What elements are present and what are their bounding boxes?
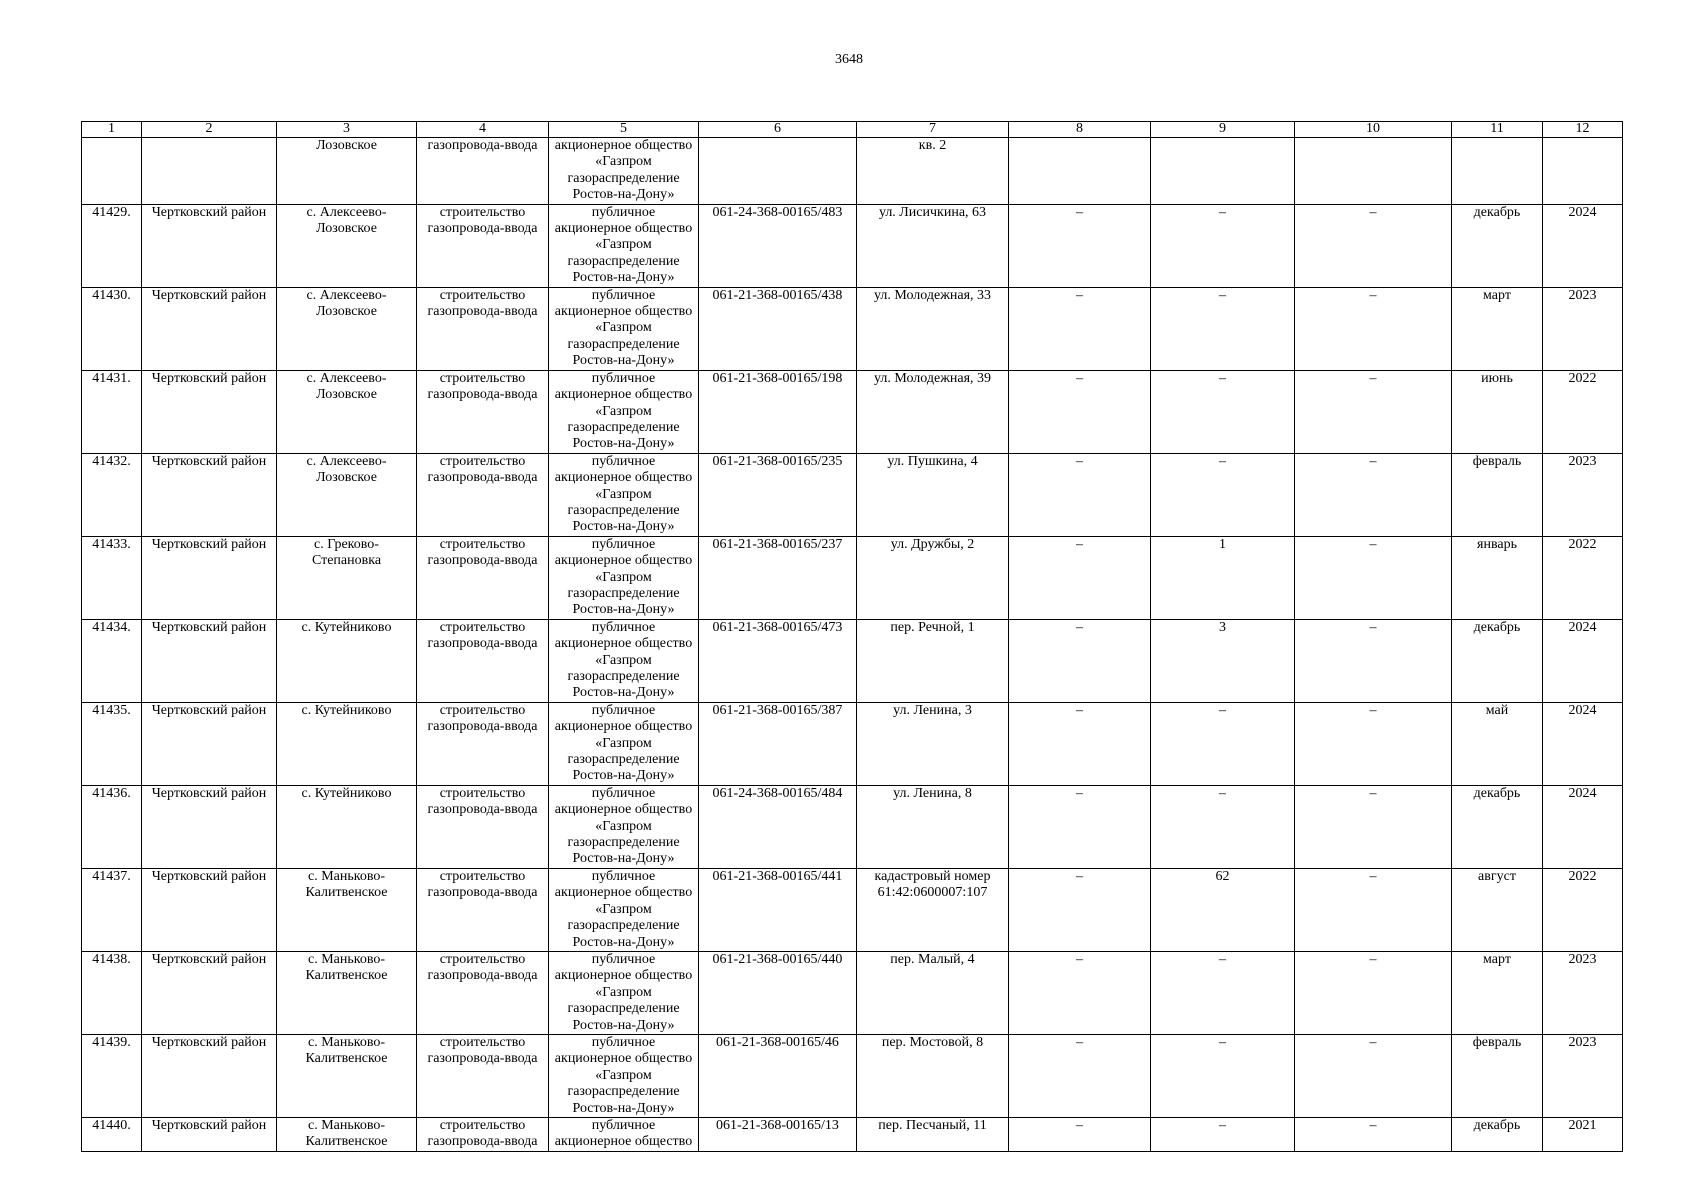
table-cell-col-11 (1452, 138, 1543, 205)
table-cell-col-10: – (1295, 453, 1452, 536)
table-row (82, 1117, 1623, 1151)
column-header-1: 1 (82, 122, 142, 138)
table-row (82, 287, 1623, 370)
table-cell-col-2: Чертковский район (142, 702, 277, 785)
column-header-11: 11 (1452, 122, 1543, 138)
table-cell-col-11: декабрь (1452, 785, 1543, 868)
table-row (82, 702, 1623, 785)
table-cell-col-1: 41430. (82, 287, 142, 370)
table-cell-col-7: ул. Дружбы, 2 (857, 536, 1009, 619)
table-cell-col-3: с. Маньково-Калитвенское (277, 951, 417, 1034)
table-cell-col-6: 061-21-368-00165/13 (699, 1117, 857, 1151)
table-cell-col-6: 061-21-368-00165/235 (699, 453, 857, 536)
table-cell-col-10: – (1295, 370, 1452, 453)
table-cell-col-9: – (1151, 1034, 1295, 1117)
table-cell-col-6: 061-21-368-00165/438 (699, 287, 857, 370)
table-cell-col-12: 2023 (1543, 287, 1623, 370)
table-cell-col-9: – (1151, 785, 1295, 868)
table-cell-col-8 (1009, 138, 1151, 205)
table-cell-col-3: с. Алексеево-Лозовское (277, 204, 417, 287)
table-cell-col-4: строительство газопровода-ввода (417, 702, 549, 785)
table-cell-col-10: – (1295, 785, 1452, 868)
column-header-8: 8 (1009, 122, 1151, 138)
table-cell-col-2: Чертковский район (142, 370, 277, 453)
table-cell-col-2: Чертковский район (142, 951, 277, 1034)
table-cell-col-5: публичное акционерное общество «Газпром газораспределение Ростов-на-Дону» (549, 536, 699, 619)
table-cell-col-4: строительство газопровода-ввода (417, 951, 549, 1034)
table-cell-col-9: – (1151, 453, 1295, 536)
table-cell-col-5: публичное акционерное общество «Газпром газораспределение Ростов-на-Дону» (549, 951, 699, 1034)
table-cell-col-2: Чертковский район (142, 1117, 277, 1151)
table-cell-col-9: – (1151, 1117, 1295, 1151)
table-cell-col-3: с. Алексеево-Лозовское (277, 370, 417, 453)
table-cell-col-8: – (1009, 536, 1151, 619)
table-cell-col-4: строительство газопровода-ввода (417, 868, 549, 951)
table-cell-col-11: январь (1452, 536, 1543, 619)
table-cell-col-1: 41438. (82, 951, 142, 1034)
table-cell-col-4: строительство газопровода-ввода (417, 204, 549, 287)
table-cell-col-4: строительство газопровода-ввода (417, 1117, 549, 1151)
table-cell-col-6: 061-24-368-00165/484 (699, 785, 857, 868)
table-cell-col-8: – (1009, 702, 1151, 785)
table-cell-col-10: – (1295, 1034, 1452, 1117)
table-cell-col-7: ул. Лисичкина, 63 (857, 204, 1009, 287)
table-cell-col-3: с. Маньково-Калитвенское (277, 1034, 417, 1117)
table-cell-col-10: – (1295, 536, 1452, 619)
table-cell-col-12: 2024 (1543, 702, 1623, 785)
table-cell-col-1: 41437. (82, 868, 142, 951)
table-row (82, 1034, 1623, 1117)
table-row (82, 204, 1623, 287)
column-header-7: 7 (857, 122, 1009, 138)
table-cell-col-8: – (1009, 1034, 1151, 1117)
table-cell-col-5: публичное акционерное общество «Газпром газораспределение Ростов-на-Дону» (549, 204, 699, 287)
table-cell-col-10: – (1295, 287, 1452, 370)
column-header-4: 4 (417, 122, 549, 138)
table-cell-col-12: 2023 (1543, 453, 1623, 536)
table-cell-col-8: – (1009, 619, 1151, 702)
table-cell-col-12 (1543, 138, 1623, 205)
table-cell-col-1: 41431. (82, 370, 142, 453)
table-cell-col-5: публичное акционерное общество «Газпром газораспределение Ростов-на-Дону» (549, 453, 699, 536)
table-cell-col-4: строительство газопровода-ввода (417, 785, 549, 868)
table-cell-col-3: с. Греково-Степановка (277, 536, 417, 619)
table-cell-col-11: июнь (1452, 370, 1543, 453)
table-cell-col-1: 41435. (82, 702, 142, 785)
column-header-9: 9 (1151, 122, 1295, 138)
table-cell-col-12: 2021 (1543, 1117, 1623, 1151)
table-cell-col-4: строительство газопровода-ввода (417, 619, 549, 702)
table-cell-col-5: публичное акционерное общество «Газпром газораспределение Ростов-на-Дону» (549, 785, 699, 868)
column-header-10: 10 (1295, 122, 1452, 138)
table-cell-col-4: строительство газопровода-ввода (417, 287, 549, 370)
table-row (82, 868, 1623, 951)
table-cell-col-2: Чертковский район (142, 287, 277, 370)
column-header-5: 5 (549, 122, 699, 138)
table-cell-col-1 (82, 138, 142, 205)
table-row (82, 951, 1623, 1034)
table-cell-col-2: Чертковский район (142, 619, 277, 702)
table-cell-col-2: Чертковский район (142, 204, 277, 287)
table-cell-col-3: с. Кутейниково (277, 702, 417, 785)
page-number: 3648 (835, 52, 863, 67)
table-cell-col-7: пер. Мостовой, 8 (857, 1034, 1009, 1117)
column-header-3: 3 (277, 122, 417, 138)
table-cell-col-12: 2022 (1543, 370, 1623, 453)
table-cell-col-11: август (1452, 868, 1543, 951)
column-header-6: 6 (699, 122, 857, 138)
table-cell-col-5: публичное акционерное общество (549, 1117, 699, 1151)
table-cell-col-9: – (1151, 287, 1295, 370)
table-row (82, 785, 1623, 868)
table-cell-col-3: с. Маньково-Калитвенское (277, 1117, 417, 1151)
table-cell-col-12: 2024 (1543, 204, 1623, 287)
table-cell-col-9: – (1151, 370, 1295, 453)
table-cell-col-7: ул. Ленина, 3 (857, 702, 1009, 785)
table-cell-col-12: 2022 (1543, 868, 1623, 951)
table-cell-col-6: 061-24-368-00165/483 (699, 204, 857, 287)
table-body (82, 122, 1623, 1152)
table-cell-col-4: строительство газопровода-ввода (417, 1034, 549, 1117)
table-cell-col-6: 061-21-368-00165/198 (699, 370, 857, 453)
table-cell-col-7: пер. Малый, 4 (857, 951, 1009, 1034)
table-cell-col-11: февраль (1452, 453, 1543, 536)
table-cell-col-5: публичное акционерное общество «Газпром газораспределение Ростов-на-Дону» (549, 370, 699, 453)
table-cell-col-6: 061-21-368-00165/237 (699, 536, 857, 619)
table-cell-col-10: – (1295, 868, 1452, 951)
table-cell-col-7: ул. Молодежная, 39 (857, 370, 1009, 453)
table-cell-col-1: 41434. (82, 619, 142, 702)
table-cell-col-11: декабрь (1452, 1117, 1543, 1151)
table-cell-col-11: май (1452, 702, 1543, 785)
table-cell-col-4: газопровода-ввода (417, 138, 549, 205)
table-row (82, 370, 1623, 453)
table-cell-col-8: – (1009, 453, 1151, 536)
table-cell-col-2 (142, 138, 277, 205)
table-cell-col-6: 061-21-368-00165/387 (699, 702, 857, 785)
table-cell-col-3: с. Алексеево-Лозовское (277, 453, 417, 536)
table-cell-col-11: март (1452, 287, 1543, 370)
table-cell-col-2: Чертковский район (142, 785, 277, 868)
table-cell-col-7: пер. Песчаный, 11 (857, 1117, 1009, 1151)
table-cell-col-5: публичное акционерное общество «Газпром газораспределение Ростов-на-Дону» (549, 1034, 699, 1117)
table-cell-col-10: – (1295, 702, 1452, 785)
table-cell-col-5: публичное акционерное общество «Газпром газораспределение Ростов-на-Дону» (549, 702, 699, 785)
table-cell-col-12: 2024 (1543, 785, 1623, 868)
table-cell-col-7: ул. Пушкина, 4 (857, 453, 1009, 536)
table-cell-col-2: Чертковский район (142, 1034, 277, 1117)
table-cell-col-8: – (1009, 951, 1151, 1034)
table-cell-col-6: 061-21-368-00165/473 (699, 619, 857, 702)
table-cell-col-3: Лозовское (277, 138, 417, 205)
table-cell-col-7: кадастровый номер 61:42:0600007:107 (857, 868, 1009, 951)
table-row (82, 536, 1623, 619)
table-cell-col-11: февраль (1452, 1034, 1543, 1117)
table-cell-col-6 (699, 138, 857, 205)
table-cell-col-1: 41439. (82, 1034, 142, 1117)
table-cell-col-10 (1295, 138, 1452, 205)
table-cell-col-1: 41433. (82, 536, 142, 619)
table-cell-col-2: Чертковский район (142, 536, 277, 619)
table-row (82, 619, 1623, 702)
table-cell-col-4: строительство газопровода-ввода (417, 453, 549, 536)
table-cell-col-9 (1151, 138, 1295, 205)
table-cell-col-1: 41429. (82, 204, 142, 287)
table-cell-col-8: – (1009, 785, 1151, 868)
table-cell-col-8: – (1009, 287, 1151, 370)
table-cell-col-9: – (1151, 204, 1295, 287)
table-cell-col-1: 41440. (82, 1117, 142, 1151)
table-cell-col-6: 061-21-368-00165/440 (699, 951, 857, 1034)
table-cell-col-5: акционерное общество «Газпром газораспределение Ростов-на-Дону» (549, 138, 699, 205)
table-cell-col-7: кв. 2 (857, 138, 1009, 205)
column-header-2: 2 (142, 122, 277, 138)
table-cell-col-8: – (1009, 868, 1151, 951)
table-cell-col-7: ул. Ленина, 8 (857, 785, 1009, 868)
table-row (82, 138, 1623, 205)
table-cell-col-3: с. Алексеево-Лозовское (277, 287, 417, 370)
table-cell-col-9: 3 (1151, 619, 1295, 702)
table-cell-col-4: строительство газопровода-ввода (417, 370, 549, 453)
table-cell-col-3: с. Кутейниково (277, 785, 417, 868)
table-cell-col-10: – (1295, 204, 1452, 287)
table-cell-col-11: декабрь (1452, 204, 1543, 287)
table-cell-col-12: 2024 (1543, 619, 1623, 702)
table-cell-col-9: – (1151, 702, 1295, 785)
data-table (81, 121, 1623, 1152)
table-cell-col-1: 41436. (82, 785, 142, 868)
table-header-row (82, 122, 1623, 138)
table-cell-col-10: – (1295, 619, 1452, 702)
table-cell-col-11: март (1452, 951, 1543, 1034)
table-cell-col-2: Чертковский район (142, 868, 277, 951)
table-cell-col-6: 061-21-368-00165/46 (699, 1034, 857, 1117)
table-cell-col-8: – (1009, 204, 1151, 287)
table-cell-col-12: 2022 (1543, 536, 1623, 619)
table-cell-col-12: 2023 (1543, 951, 1623, 1034)
table-cell-col-6: 061-21-368-00165/441 (699, 868, 857, 951)
column-header-12: 12 (1543, 122, 1623, 138)
table-cell-col-9: – (1151, 951, 1295, 1034)
table-cell-col-3: с. Кутейниково (277, 619, 417, 702)
table-cell-col-4: строительство газопровода-ввода (417, 536, 549, 619)
table-cell-col-8: – (1009, 1117, 1151, 1151)
table-cell-col-8: – (1009, 370, 1151, 453)
table-cell-col-9: 62 (1151, 868, 1295, 951)
table-cell-col-11: декабрь (1452, 619, 1543, 702)
table-cell-col-3: с. Маньково-Калитвенское (277, 868, 417, 951)
table-cell-col-7: пер. Речной, 1 (857, 619, 1009, 702)
table-cell-col-9: 1 (1151, 536, 1295, 619)
table-cell-col-10: – (1295, 951, 1452, 1034)
table-cell-col-5: публичное акционерное общество «Газпром газораспределение Ростов-на-Дону» (549, 868, 699, 951)
table-cell-col-7: ул. Молодежная, 33 (857, 287, 1009, 370)
table-cell-col-5: публичное акционерное общество «Газпром газораспределение Ростов-на-Дону» (549, 287, 699, 370)
table-cell-col-12: 2023 (1543, 1034, 1623, 1117)
table-cell-col-5: публичное акционерное общество «Газпром газораспределение Ростов-на-Дону» (549, 619, 699, 702)
table-cell-col-2: Чертковский район (142, 453, 277, 536)
table-row (82, 453, 1623, 536)
table-cell-col-10: – (1295, 1117, 1452, 1151)
table-cell-col-1: 41432. (82, 453, 142, 536)
